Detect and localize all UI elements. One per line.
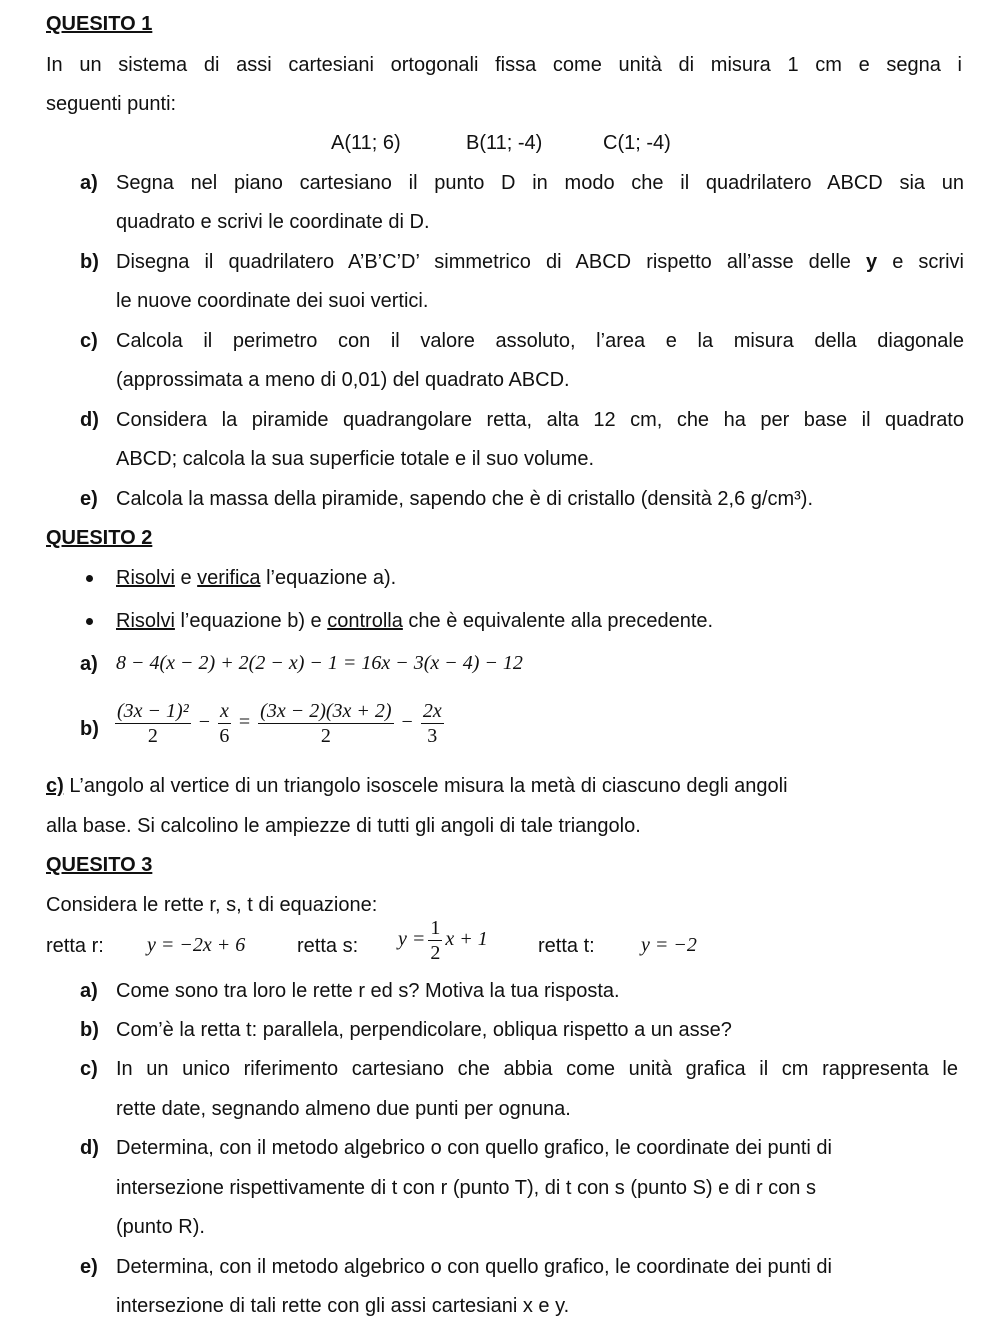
- q1-intro-line1: In un sistema di assi cartesiani ortogonali fissa come unità di misura 1 cm e segna i: [46, 54, 962, 76]
- retta-r-label: retta r:: [46, 935, 104, 957]
- point-a: A(11; 6): [331, 132, 401, 154]
- q3-title: QUESITO 3: [46, 854, 153, 876]
- point-b: B(11; -4): [466, 132, 543, 154]
- q2-title: QUESITO 2: [46, 527, 153, 549]
- q1-b-line1: Disegna il quadrilatero A’B’C’D’ simmetrico di ABCD rispetto all’asse delle y e scrivi: [116, 251, 964, 273]
- q3-c-line1: In un unico riferimento cartesiano che abbia come unità grafica il cm rappresenta le: [116, 1058, 958, 1080]
- q3-c-label: c): [80, 1058, 98, 1080]
- q2-bullet1: Risolvi e verifica l’equazione a).: [116, 567, 397, 589]
- q1-a-line1: Segna nel piano cartesiano il punto D in modo che il quadrilatero ABCD sia un: [116, 172, 964, 194]
- q3-b-label: b): [80, 1019, 99, 1041]
- q3-e-line1: Determina, con il metodo algebrico o con quello grafico, le coordinate dei punti di: [116, 1256, 832, 1278]
- q3-e-line2: intersezione di tali rette con gli assi cartesiani x e y.: [116, 1295, 570, 1317]
- q1-c-line2: (approssimata a meno di 0,01) del quadrato ABCD.: [116, 369, 570, 391]
- q1-e-line1: Calcola la massa della piramide, sapendo che è di cristallo (densità 2,6 g/cm³).: [116, 488, 814, 510]
- retta-s-label: retta s:: [297, 935, 359, 957]
- q1-title: QUESITO 1: [46, 13, 153, 35]
- q1-c-line1: Calcola il perimetro con il valore assoluto, l’area e la misura della diagonale: [116, 330, 964, 352]
- bullet-dot: [86, 618, 93, 625]
- q3-d-line2: intersezione rispettivamente di t con r (punto T), di t con s (punto S) e di r con s: [116, 1177, 816, 1199]
- q3-c-line2: rette date, segnando almeno due punti per ognuna.: [116, 1098, 571, 1120]
- q3-a-line1: Come sono tra loro le rette r ed s? Motiva la tua risposta.: [116, 980, 620, 1002]
- q1-d-line1: Considera la piramide quadrangolare retta, alta 12 cm, che ha per base il quadrato: [116, 409, 964, 431]
- q1-d-line2: ABCD; calcola la sua superficie totale e il suo volume.: [116, 448, 595, 470]
- q3-e-label: e): [80, 1256, 98, 1278]
- bullet-dot: [86, 575, 93, 582]
- q3-intro: Considera le rette r, s, t di equazione:: [46, 894, 378, 916]
- q1-d-label: d): [80, 409, 99, 431]
- q3-d-label: d): [80, 1137, 99, 1159]
- retta-s-equation: y = $\frac{1}{2}$ x + 1: [398, 917, 488, 964]
- q1-intro-line2: seguenti punti:: [46, 93, 177, 115]
- q1-e-label: e): [80, 488, 98, 510]
- q2-c-line1: c) L’angolo al vertice di un triangolo isoscele misura la metà di ciascuno degli angoli: [46, 775, 788, 797]
- q3-d-line3: (punto R).: [116, 1216, 205, 1238]
- q1-a-line2: quadrato e scrivi le coordinate di D.: [116, 211, 430, 233]
- q1-c-label: c): [80, 330, 98, 352]
- q2-bullet2: Risolvi l’equazione b) e controlla che è equivalente alla precedente.: [116, 610, 714, 632]
- q1-a-label: a): [80, 172, 98, 194]
- q2-eq-a-label: a): [80, 653, 98, 675]
- q2-eq-a: 8 − 4(x − 2) + 2(2 − x) − 1 = 16x − 3(x − 4) − 12: [116, 652, 523, 674]
- q2-eq-b-label: b): [80, 718, 99, 740]
- q1-b-label: b): [80, 251, 99, 273]
- point-c: C(1; -4): [603, 132, 671, 154]
- q1-b-line2: le nuove coordinate dei suoi vertici.: [116, 290, 429, 312]
- q3-d-line1: Determina, con il metodo algebrico o con quello grafico, le coordinate dei punti di: [116, 1137, 832, 1159]
- retta-t-label: retta t:: [538, 935, 595, 957]
- q3-b-line1: Com’è la retta t: parallela, perpendicolare, obliqua rispetto a un asse?: [116, 1019, 732, 1041]
- retta-t-equation: y = −2: [641, 934, 697, 956]
- q2-eq-b: $\frac{\text{(3x − 1)²}}{2}$ − $\frac{x}{6}$ = $\frac{(3x - 2)(3x + 2)}{2}$ − $\frac{2x}{3}$: [117, 700, 442, 747]
- q2-c-line2: alla base. Si calcolino le ampiezze di tutti gli angoli di tale triangolo.: [46, 815, 641, 837]
- retta-r-equation: y = −2x + 6: [147, 934, 246, 956]
- q3-a-label: a): [80, 980, 98, 1002]
